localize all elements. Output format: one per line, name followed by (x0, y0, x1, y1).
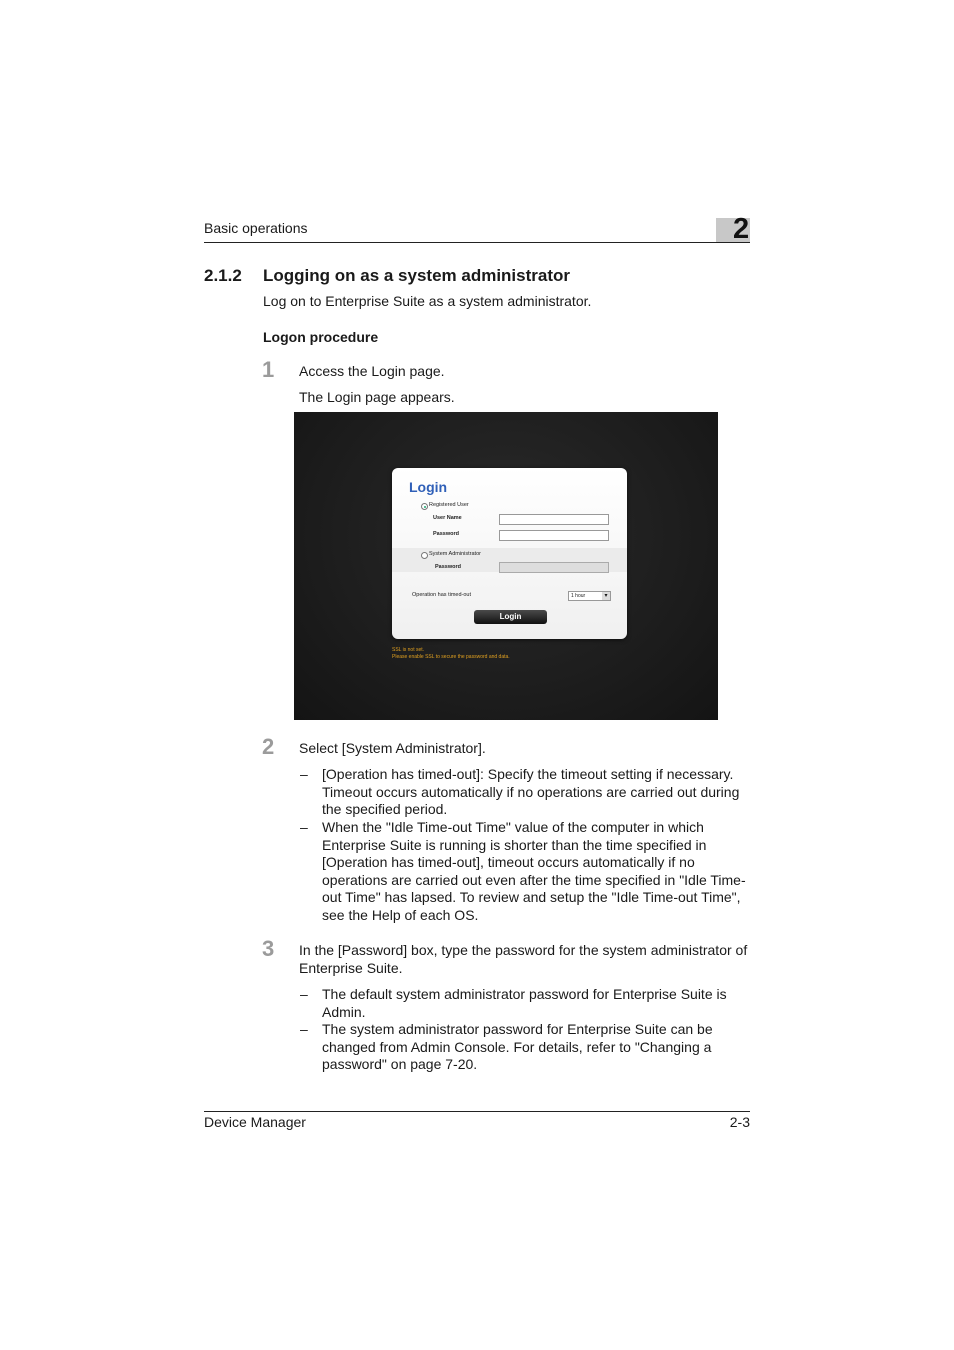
admin-password-field[interactable] (499, 562, 609, 573)
step-text: In the [Password] box, type the password for the system administrator of Enterprise Suite. (299, 942, 748, 976)
list-item (300, 986, 750, 1021)
password-field[interactable] (499, 530, 609, 541)
timeout-select[interactable] (568, 591, 611, 601)
list-item (300, 1021, 750, 1074)
dash-marker: – (300, 766, 308, 782)
section-number: 2.1.2 (204, 266, 242, 285)
list-item (300, 819, 750, 925)
list-item-text: [Operation has timed-out]: Specify the timeout setting if necessary. Timeout occurs automatically if no operations are carried out during the specified period. (322, 766, 740, 818)
chapter-number: 2 (733, 213, 750, 245)
password-label: Password (433, 531, 459, 537)
step-text: Select [System Administrator]. (299, 740, 486, 756)
timeout-label: Operation has timed-out (412, 592, 472, 598)
section-intro: Log on to Enterprise Suite as a system administrator. (263, 293, 592, 309)
section-heading (204, 266, 570, 286)
footer-rule (204, 1111, 750, 1112)
login-title: Login (409, 479, 448, 495)
running-header: Basic operations (204, 220, 308, 236)
admin-password-label: Password (435, 564, 461, 570)
user-name-field[interactable] (499, 514, 609, 525)
timeout-value: 1 hour (571, 593, 586, 599)
step-text: Access the Login page. (299, 363, 445, 379)
page-number: 2-3 (729, 1114, 750, 1130)
footer-title: Device Manager (204, 1114, 306, 1130)
list-item (300, 766, 750, 819)
dash-marker: – (300, 819, 308, 835)
step-number: 3 (262, 936, 275, 961)
user-name-label: User Name (433, 515, 462, 521)
header-rule (204, 242, 750, 243)
dash-marker: – (300, 986, 308, 1002)
list-item-text: The system administrator password for Enterprise Suite can be changed from Admin Console. For details, refer to "Changing a password" on page 7-20. (322, 1021, 713, 1073)
login-panel (392, 468, 627, 639)
ssl-warning-line2: Please enable SSL to secure the password and data. (392, 654, 510, 660)
login-screenshot (294, 412, 718, 720)
chevron-down-icon: ▾ (602, 592, 610, 600)
step-number: 2 (262, 734, 275, 759)
step-result: The Login page appears. (299, 389, 455, 405)
step-number: 1 (262, 357, 275, 382)
login-button[interactable]: Login (474, 610, 547, 624)
list-item-text: When the "Idle Time-out Time" value of the computer in which Enterprise Suite is running is shorter than the time specified in [Operation has timed-out], timeout occurs automatically if no operations are carried out even after the time specified in "Idle Time-out Time" has lapsed. To review and setup the "Idle Time-out Time", see the Help of each OS. (322, 819, 746, 923)
registered-user-label: Registered User (429, 502, 469, 508)
system-admin-radio[interactable] (421, 552, 428, 559)
ssl-warning-line1: SSL is not set. (392, 647, 425, 653)
subheading: Logon procedure (263, 329, 379, 345)
registered-user-radio[interactable] (421, 503, 428, 510)
system-admin-label: System Administrator (429, 551, 481, 557)
dash-marker: – (300, 1021, 308, 1037)
section-title: Logging on as a system administrator (263, 266, 571, 285)
list-item-text: The default system administrator password for Enterprise Suite is Admin. (322, 986, 727, 1020)
